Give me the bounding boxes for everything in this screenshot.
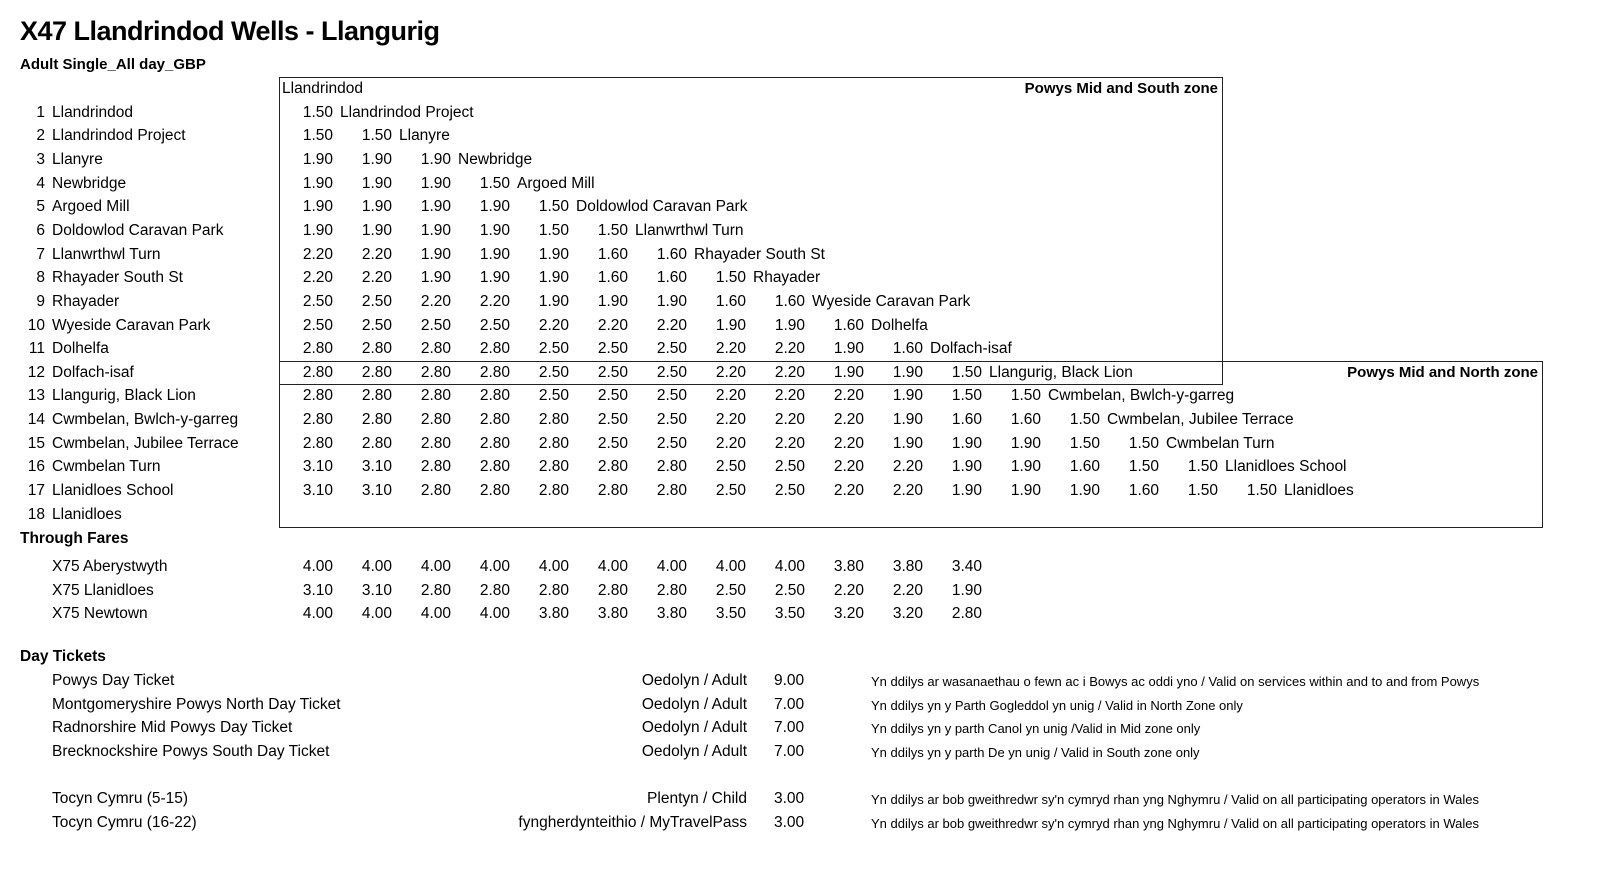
day-ticket-validity: Yn ddilys ar bob gweithredwr sy'n cymryd rhan yng Nghymru / Valid on all participating operators in Wales bbox=[871, 816, 1479, 831]
day-ticket-price: 7.00 bbox=[774, 743, 805, 760]
day-ticket-passenger-type: Oedolyn / Adult bbox=[641, 743, 747, 760]
fare-cell: 1.90 bbox=[420, 174, 451, 192]
fare-cell: 2.20 bbox=[715, 411, 746, 429]
fare-cell: 1.50 bbox=[951, 387, 982, 405]
fare-cell: 2.80 bbox=[302, 340, 333, 358]
fare-cell: 1.90 bbox=[302, 198, 333, 216]
fare-cell: 1.50 bbox=[1128, 434, 1159, 452]
stop-number: 13 bbox=[27, 387, 45, 405]
page-title: X47 Llandrindod Wells - Llangurig bbox=[20, 16, 440, 46]
fare-cell: 1.50 bbox=[479, 174, 510, 192]
page-subtitle: Adult Single_All day_GBP bbox=[20, 56, 206, 73]
matrix-stop-label: Wyeside Caravan Park bbox=[812, 292, 971, 310]
day-ticket-validity: Yn ddilys yn y parth Canol yn unig /Valid in Mid zone only bbox=[871, 721, 1201, 736]
through-fare-cell: 2.80 bbox=[479, 581, 510, 599]
fare-cell: 1.90 bbox=[833, 363, 864, 381]
fare-cell: 1.60 bbox=[1010, 411, 1041, 429]
stop-name: Dolhelfa bbox=[52, 340, 109, 358]
stop-name: Wyeside Caravan Park bbox=[52, 316, 211, 334]
stop-name: Rhayader bbox=[52, 292, 120, 310]
fare-cell: 1.90 bbox=[538, 292, 569, 310]
zone-label-south: Powys Mid and South zone bbox=[1024, 80, 1218, 97]
fare-cell: 1.90 bbox=[1010, 434, 1041, 452]
day-ticket-price: 7.00 bbox=[774, 719, 805, 736]
stop-name: Dolfach-isaf bbox=[52, 363, 134, 381]
fare-cell: 2.20 bbox=[774, 363, 805, 381]
stop-number: 4 bbox=[36, 174, 45, 192]
matrix-stop-label: Llanwrthwl Turn bbox=[635, 221, 744, 239]
stop-number: 2 bbox=[36, 127, 45, 145]
fare-cell: 1.90 bbox=[892, 363, 923, 381]
fare-cell: 1.50 bbox=[361, 127, 392, 145]
through-fare-route: X75 Llanidloes bbox=[52, 581, 154, 599]
fare-cell: 2.80 bbox=[420, 482, 451, 500]
stop-number: 14 bbox=[27, 411, 45, 429]
day-ticket-passenger-type: Oedolyn / Adult bbox=[641, 696, 747, 713]
matrix-stop-label: Llangurig, Black Lion bbox=[989, 363, 1133, 381]
day-ticket-validity: Yn ddilys ar bob gweithredwr sy'n cymryd rhan yng Nghymru / Valid on all participating operators in Wales bbox=[871, 792, 1479, 807]
fare-cell: 2.50 bbox=[597, 340, 628, 358]
fare-cell: 2.80 bbox=[538, 482, 569, 500]
fare-cell: 2.80 bbox=[302, 387, 333, 405]
fare-cell: 1.90 bbox=[892, 434, 923, 452]
day-ticket-passenger-type: Oedolyn / Adult bbox=[641, 672, 747, 689]
stop-number: 15 bbox=[27, 434, 45, 452]
stop-name: Newbridge bbox=[52, 174, 127, 192]
fare-cell: 1.90 bbox=[361, 221, 392, 239]
fare-cell: 1.60 bbox=[597, 245, 628, 263]
day-ticket-validity: Yn ddilys yn y parth De yn unig / Valid in South zone only bbox=[871, 745, 1200, 760]
matrix-stop-label: Llanidloes School bbox=[1225, 458, 1347, 476]
fare-cell: 2.50 bbox=[597, 363, 628, 381]
day-ticket-validity: Yn ddilys yn y Parth Gogleddol yn unig / Valid in North Zone only bbox=[871, 698, 1243, 713]
matrix-stop-label: Cwmbelan, Jubilee Terrace bbox=[1107, 411, 1294, 429]
through-fare-cell: 2.20 bbox=[892, 581, 923, 599]
through-fare-cell: 2.50 bbox=[715, 581, 746, 599]
through-fare-cell: 4.00 bbox=[538, 558, 569, 575]
matrix-stop-label: Rhayader bbox=[753, 269, 821, 287]
fare-cell: 1.90 bbox=[479, 221, 510, 239]
fare-cell: 2.80 bbox=[479, 340, 510, 358]
matrix-stop-label: Argoed Mill bbox=[517, 174, 595, 192]
day-ticket-passenger-type: fyngherdynteithio / MyTravelPass bbox=[518, 814, 747, 831]
fare-cell: 1.90 bbox=[833, 340, 864, 358]
fare-cell: 1.90 bbox=[302, 174, 333, 192]
day-ticket-price: 3.00 bbox=[774, 790, 805, 807]
fare-cell: 3.10 bbox=[302, 482, 333, 500]
fare-cell: 1.50 bbox=[302, 127, 333, 145]
zone-label-north: Powys Mid and North zone bbox=[1347, 364, 1538, 381]
through-fare-cell: 2.80 bbox=[656, 581, 687, 599]
fare-cell: 1.60 bbox=[774, 292, 805, 310]
stop-number: 5 bbox=[36, 198, 45, 216]
fare-cell: 2.20 bbox=[715, 363, 746, 381]
fare-cell: 2.20 bbox=[361, 269, 392, 287]
fare-cell: 1.60 bbox=[1128, 482, 1159, 500]
through-fare-cell: 3.40 bbox=[951, 558, 982, 575]
fare-cell: 2.20 bbox=[715, 387, 746, 405]
fare-cell: 1.90 bbox=[1010, 482, 1041, 500]
fare-cell: 1.90 bbox=[361, 174, 392, 192]
stop-number: 1 bbox=[36, 103, 45, 121]
fare-cell: 2.20 bbox=[833, 458, 864, 476]
fare-cell: 2.50 bbox=[597, 387, 628, 405]
through-fare-cell: 3.80 bbox=[597, 605, 628, 623]
fare-cell: 2.80 bbox=[420, 458, 451, 476]
fare-cell: 2.20 bbox=[656, 316, 687, 334]
day-ticket-price: 3.00 bbox=[774, 814, 805, 831]
fare-cell: 1.90 bbox=[597, 292, 628, 310]
matrix-stop-label: Newbridge bbox=[458, 150, 533, 168]
through-fare-cell: 4.00 bbox=[597, 558, 628, 575]
fare-cell: 1.50 bbox=[538, 221, 569, 239]
stop-number: 3 bbox=[36, 150, 45, 168]
fare-cell: 2.50 bbox=[656, 363, 687, 381]
matrix-stop-label: Llandrindod Project bbox=[340, 103, 474, 121]
through-fare-cell: 1.90 bbox=[951, 581, 982, 599]
fare-cell: 2.20 bbox=[420, 292, 451, 310]
fare-cell: 2.80 bbox=[302, 363, 333, 381]
stop-number: 9 bbox=[36, 292, 45, 310]
fare-cell: 2.80 bbox=[479, 411, 510, 429]
fare-cell: 1.60 bbox=[1069, 458, 1100, 476]
fare-cell: 2.50 bbox=[656, 387, 687, 405]
stop-name: Llangurig, Black Lion bbox=[52, 387, 196, 405]
fare-cell: 3.10 bbox=[361, 482, 392, 500]
fare-cell: 1.90 bbox=[1069, 482, 1100, 500]
fare-cell: 2.20 bbox=[715, 340, 746, 358]
through-fare-cell: 4.00 bbox=[361, 558, 392, 575]
stop-name: Cwmbelan Turn bbox=[52, 458, 161, 476]
through-fare-cell: 4.00 bbox=[420, 605, 451, 623]
through-fare-cell: 3.10 bbox=[361, 581, 392, 599]
through-fares-heading: Through Fares bbox=[20, 530, 129, 547]
stop-number: 10 bbox=[27, 316, 45, 334]
fare-cell: 2.20 bbox=[597, 316, 628, 334]
fare-cell: 1.50 bbox=[302, 103, 333, 121]
fare-cell: 2.20 bbox=[302, 269, 333, 287]
stop-name: Llanidloes School bbox=[52, 482, 174, 500]
day-ticket-name: Montgomeryshire Powys North Day Ticket bbox=[52, 696, 341, 713]
matrix-stop-label: Doldowlod Caravan Park bbox=[576, 198, 748, 216]
matrix-stop-label: Llanyre bbox=[399, 127, 450, 145]
stop-number: 17 bbox=[27, 482, 45, 500]
day-ticket-price: 7.00 bbox=[774, 696, 805, 713]
fare-cell: 1.50 bbox=[1187, 458, 1218, 476]
matrix-stop-label: Rhayader South St bbox=[694, 245, 825, 263]
through-fare-cell: 3.80 bbox=[833, 558, 864, 575]
fare-cell: 2.50 bbox=[656, 340, 687, 358]
fare-cell: 2.20 bbox=[538, 316, 569, 334]
day-ticket-passenger-type: Oedolyn / Adult bbox=[641, 719, 747, 736]
through-fare-route: X75 Aberystwyth bbox=[52, 558, 168, 575]
matrix-stop-label: Dolfach-isaf bbox=[930, 340, 1012, 358]
through-fare-cell: 3.20 bbox=[892, 605, 923, 623]
fare-cell: 2.50 bbox=[715, 458, 746, 476]
fare-cell: 2.80 bbox=[302, 434, 333, 452]
fare-cell: 2.50 bbox=[538, 340, 569, 358]
stop-number: 12 bbox=[27, 363, 45, 381]
through-fare-cell: 2.80 bbox=[597, 581, 628, 599]
day-ticket-name: Radnorshire Mid Powys Day Ticket bbox=[52, 719, 293, 736]
stop-number: 6 bbox=[36, 221, 45, 239]
stop-number: 7 bbox=[36, 245, 45, 263]
fare-cell: 3.10 bbox=[302, 458, 333, 476]
through-fare-cell: 4.00 bbox=[479, 558, 510, 575]
fare-cell: 2.80 bbox=[479, 434, 510, 452]
day-ticket-validity: Yn ddilys ar wasanaethau o fewn ac i Bowys ac oddi yno / Valid on services within and to and from Powys bbox=[871, 674, 1480, 689]
fare-cell: 2.20 bbox=[715, 434, 746, 452]
fare-cell: 1.90 bbox=[361, 198, 392, 216]
fare-cell: 2.50 bbox=[715, 482, 746, 500]
stop-number: 18 bbox=[27, 505, 45, 523]
day-ticket-name: Brecknockshire Powys South Day Ticket bbox=[52, 743, 330, 760]
through-fare-cell: 4.00 bbox=[774, 558, 805, 575]
fare-cell: 1.90 bbox=[420, 198, 451, 216]
fare-cell: 2.50 bbox=[302, 316, 333, 334]
fare-cell: 1.90 bbox=[1010, 458, 1041, 476]
fare-cell: 2.20 bbox=[774, 387, 805, 405]
fare-cell: 2.80 bbox=[656, 458, 687, 476]
stop-number: 16 bbox=[27, 458, 45, 476]
through-fare-route: X75 Newtown bbox=[52, 605, 148, 623]
stop-name: Llanyre bbox=[52, 150, 103, 168]
fare-cell: 1.90 bbox=[302, 221, 333, 239]
fare-cell: 1.90 bbox=[479, 198, 510, 216]
through-fare-cell: 3.80 bbox=[892, 558, 923, 575]
fare-cell: 2.80 bbox=[420, 434, 451, 452]
fare-cell: 1.50 bbox=[1128, 458, 1159, 476]
matrix-stop-label: Dolhelfa bbox=[871, 316, 928, 334]
stop-name: Llanidloes bbox=[52, 505, 122, 523]
through-fare-cell: 2.20 bbox=[833, 581, 864, 599]
fare-cell: 2.50 bbox=[479, 316, 510, 334]
fare-cell: 1.90 bbox=[420, 269, 451, 287]
fare-cell: 1.60 bbox=[656, 269, 687, 287]
day-ticket-passenger-type: Plentyn / Child bbox=[647, 790, 747, 807]
fare-cell: 1.50 bbox=[1069, 434, 1100, 452]
fare-cell: 2.80 bbox=[538, 411, 569, 429]
fare-cell: 1.60 bbox=[951, 411, 982, 429]
through-fare-cell: 2.80 bbox=[420, 581, 451, 599]
fare-cell: 2.20 bbox=[833, 411, 864, 429]
fare-cell: 2.80 bbox=[361, 411, 392, 429]
fare-cell: 1.90 bbox=[420, 245, 451, 263]
fare-cell: 1.50 bbox=[1246, 482, 1277, 500]
fare-cell: 2.80 bbox=[361, 340, 392, 358]
fare-cell: 2.20 bbox=[302, 245, 333, 263]
stop-name: Rhayader South St bbox=[52, 269, 183, 287]
fare-cell: 2.80 bbox=[361, 434, 392, 452]
fare-cell: 2.50 bbox=[361, 316, 392, 334]
fare-cell: 1.90 bbox=[656, 292, 687, 310]
through-fare-cell: 3.10 bbox=[302, 581, 333, 599]
through-fare-cell: 4.00 bbox=[361, 605, 392, 623]
fare-cell: 2.20 bbox=[774, 434, 805, 452]
through-fare-cell: 4.00 bbox=[479, 605, 510, 623]
fare-cell: 1.50 bbox=[715, 269, 746, 287]
day-ticket-name: Tocyn Cymru (16-22) bbox=[52, 814, 197, 831]
fare-cell: 1.50 bbox=[1187, 482, 1218, 500]
fare-cell: 2.80 bbox=[420, 340, 451, 358]
through-fare-cell: 3.80 bbox=[656, 605, 687, 623]
through-fare-cell: 4.00 bbox=[302, 605, 333, 623]
fare-cell: 1.60 bbox=[715, 292, 746, 310]
fare-cell: 2.20 bbox=[361, 245, 392, 263]
through-fare-cell: 4.00 bbox=[302, 558, 333, 575]
fare-cell: 1.90 bbox=[774, 316, 805, 334]
fare-cell: 1.50 bbox=[1069, 411, 1100, 429]
fare-cell: 1.50 bbox=[538, 198, 569, 216]
fare-cell: 1.90 bbox=[479, 245, 510, 263]
fare-cell: 2.50 bbox=[774, 458, 805, 476]
through-fare-cell: 3.50 bbox=[774, 605, 805, 623]
stop-name: Cwmbelan, Jubilee Terrace bbox=[52, 434, 239, 452]
fare-cell: 1.90 bbox=[361, 150, 392, 168]
fare-cell: 2.80 bbox=[538, 434, 569, 452]
day-tickets-heading: Day Tickets bbox=[20, 648, 106, 665]
matrix-stop-label: Cwmbelan, Bwlch-y-garreg bbox=[1048, 387, 1235, 405]
fare-cell: 2.80 bbox=[479, 387, 510, 405]
fare-cell: 1.90 bbox=[951, 458, 982, 476]
fare-cell: 1.60 bbox=[833, 316, 864, 334]
fare-cell: 2.80 bbox=[361, 363, 392, 381]
fare-cell: 1.90 bbox=[302, 150, 333, 168]
fare-cell: 2.50 bbox=[597, 411, 628, 429]
fare-cell: 2.50 bbox=[538, 387, 569, 405]
fare-cell: 1.90 bbox=[420, 150, 451, 168]
fare-cell: 2.20 bbox=[833, 387, 864, 405]
fare-cell: 2.80 bbox=[420, 411, 451, 429]
stop-name: Cwmbelan, Bwlch-y-garreg bbox=[52, 411, 239, 429]
through-fare-cell: 4.00 bbox=[715, 558, 746, 575]
fare-cell: 2.80 bbox=[538, 458, 569, 476]
fare-cell: 1.90 bbox=[715, 316, 746, 334]
day-ticket-name: Powys Day Ticket bbox=[52, 672, 175, 689]
through-fare-cell: 2.50 bbox=[774, 581, 805, 599]
fare-cell: 3.10 bbox=[361, 458, 392, 476]
fare-cell: 1.60 bbox=[892, 340, 923, 358]
fare-cell: 2.20 bbox=[479, 292, 510, 310]
fare-cell: 2.80 bbox=[420, 387, 451, 405]
stop-name: Llanwrthwl Turn bbox=[52, 245, 161, 263]
fare-cell: 2.20 bbox=[892, 458, 923, 476]
fare-cell: 2.80 bbox=[656, 482, 687, 500]
fare-cell: 2.20 bbox=[833, 482, 864, 500]
fare-cell: 2.80 bbox=[361, 387, 392, 405]
day-ticket-price: 9.00 bbox=[774, 672, 805, 689]
fare-cell: 2.20 bbox=[774, 411, 805, 429]
day-ticket-name: Tocyn Cymru (5-15) bbox=[52, 790, 189, 807]
through-fare-cell: 4.00 bbox=[656, 558, 687, 575]
fare-cell: 2.50 bbox=[597, 434, 628, 452]
fare-cell: 2.50 bbox=[656, 434, 687, 452]
fare-cell: 2.50 bbox=[774, 482, 805, 500]
fare-cell: 2.50 bbox=[538, 363, 569, 381]
stop-number: 8 bbox=[36, 269, 45, 287]
fare-cell: 2.20 bbox=[892, 482, 923, 500]
fare-cell: 2.50 bbox=[302, 292, 333, 310]
fare-cell: 1.50 bbox=[1010, 387, 1041, 405]
fare-cell: 1.90 bbox=[892, 387, 923, 405]
fare-cell: 2.80 bbox=[479, 458, 510, 476]
fare-cell: 1.60 bbox=[656, 245, 687, 263]
fare-cell: 2.80 bbox=[420, 363, 451, 381]
fare-cell: 2.50 bbox=[656, 411, 687, 429]
fare-cell: 1.50 bbox=[597, 221, 628, 239]
stop-name: Llandrindod Project bbox=[52, 127, 186, 145]
stop-name: Doldowlod Caravan Park bbox=[52, 221, 224, 239]
fare-cell: 2.80 bbox=[597, 482, 628, 500]
fare-cell: 2.20 bbox=[833, 434, 864, 452]
through-fare-cell: 3.80 bbox=[538, 605, 569, 623]
fare-cell: 1.90 bbox=[951, 482, 982, 500]
through-fare-cell: 2.80 bbox=[951, 605, 982, 623]
fare-cell: 1.50 bbox=[951, 363, 982, 381]
through-fare-cell: 4.00 bbox=[420, 558, 451, 575]
fare-cell: 1.90 bbox=[479, 269, 510, 287]
through-fare-cell: 3.50 bbox=[715, 605, 746, 623]
matrix-stop-label: Cwmbelan Turn bbox=[1166, 434, 1275, 452]
fare-cell: 2.80 bbox=[302, 411, 333, 429]
fare-cell: 2.80 bbox=[597, 458, 628, 476]
fare-cell: 1.90 bbox=[951, 434, 982, 452]
fare-cell: 2.80 bbox=[479, 482, 510, 500]
through-fare-cell: 3.20 bbox=[833, 605, 864, 623]
stop-number: 11 bbox=[28, 340, 45, 358]
through-fare-cell: 2.80 bbox=[538, 581, 569, 599]
fare-cell: 1.90 bbox=[538, 245, 569, 263]
matrix-stop-label: Llanidloes bbox=[1284, 482, 1354, 500]
fare-cell: 1.60 bbox=[597, 269, 628, 287]
fare-cell: 2.80 bbox=[479, 363, 510, 381]
stop-name: Argoed Mill bbox=[52, 198, 130, 216]
matrix-stop-label: Llandrindod bbox=[282, 80, 364, 97]
fare-cell: 1.90 bbox=[538, 269, 569, 287]
fare-cell: 2.50 bbox=[361, 292, 392, 310]
fare-cell: 2.50 bbox=[420, 316, 451, 334]
fare-cell: 1.90 bbox=[892, 411, 923, 429]
stop-name: Llandrindod bbox=[52, 103, 134, 121]
fare-cell: 1.90 bbox=[420, 221, 451, 239]
fare-cell: 2.20 bbox=[774, 340, 805, 358]
